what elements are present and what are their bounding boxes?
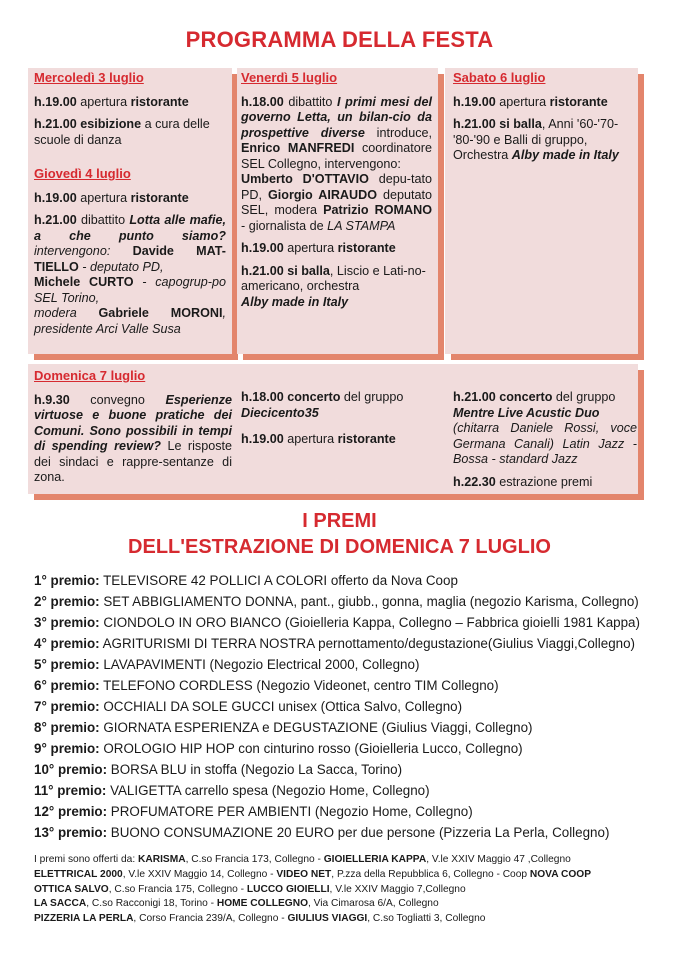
event-wed-2: h.21.00 esibizione a cura delle scuole di danza — [34, 117, 210, 147]
prize-item: 9° premio: OROLOGIO HIP HOP con cinturino rosso (Gioielleria Lucco, Collegno) — [34, 741, 523, 756]
col-wed-thu — [34, 70, 226, 344]
day-label-fri: Venerdì 5 luglio — [241, 70, 338, 85]
event-sun-1: h.9.30 convegno Esperienze virtuose e buone pratiche dei Comuni. Sono possibili in tempi di spending review? Le risposte dei sindaci e rappre-sentanze di zona. — [34, 392, 233, 484]
sponsors-block — [34, 853, 591, 927]
col-sat — [453, 70, 635, 171]
event-sun-2: h.18.00 concerto del gruppo Diecicento35 — [241, 390, 404, 420]
page-title: PROGRAMMA DELLA FESTA — [185, 27, 494, 52]
day-label-wed: Mercoledì 3 luglio — [34, 70, 144, 85]
prize-item: 7° premio: OCCHIALI DA SOLE GUCCI unisex (Ottica Salvo, Collegno) — [34, 699, 463, 714]
prize-item: 5° premio: LAVAPAVIMENTI (Negozio Electrical 2000, Collegno) — [34, 657, 420, 672]
event-thu-2: h.21.00 dibattito Lotta alle mafie, a che punto siamo? intervengono: Davide MAT-TIELLO - deputato PD, Michele CURTO - capogrup-po SEL Torino, modera Gabriele MORONI, presidente Arci Valle Susa — [34, 213, 226, 336]
col-sun-3 — [453, 390, 637, 497]
event-sun-4: h.21.00 concerto del gruppo Mentre Live Acustic Duo (chitarra Daniele Rossi, voce Germana Canali) Latin Jazz - Bossa - standard Jazz — [453, 390, 637, 466]
event-sat-1: h.19.00 apertura ristorante — [453, 94, 608, 109]
prize-item: 12° premio: PROFUMATORE PER AMBIENTI (Negozio Home, Collegno) — [34, 804, 473, 819]
event-sun-5: h.22.30 estrazione premi — [453, 474, 593, 489]
sponsors-line: OTTICA SALVO, C.so Francia 175, Collegno - LUCCO GIOIELLI, V.le XXIV Maggio 7,Collegno — [34, 883, 466, 895]
col-fri — [241, 70, 432, 317]
prize-item: 10° premio: BORSA BLU in stoffa (Negozio La Sacca, Torino) — [34, 762, 403, 777]
sponsors-line: ELETTRICAL 2000, V.le XXIV Maggio 14, Collegno - VIDEO NET, P.zza della Repubblica 6, Collegno - Coop NOVA COOP — [34, 868, 592, 880]
event-sun-3: h.19.00 apertura ristorante — [241, 432, 396, 446]
sponsors-line: LA SACCA, C.so Racconigi 18, Torino - HOME COLLEGNO, Via Cimarosa 6/A, Collegno — [34, 898, 439, 910]
event-fri-2: h.19.00 apertura ristorante — [241, 241, 396, 255]
prize-item: 4° premio: AGRITURISMI DI TERRA NOSTRA pernottamento/degustazione(Giulius Viaggi,Collegno) — [34, 636, 636, 651]
prizes-title-line1: I PREMI — [302, 510, 377, 532]
col-sun-1 — [34, 368, 232, 493]
prize-item: 1° premio: TELEVISORE 42 POLLICI A COLORI offerto da Nova Coop — [34, 573, 458, 588]
day-label-sat: Sabato 6 luglio — [453, 70, 546, 85]
event-wed-1: h.19.00 apertura ristorante — [34, 94, 189, 109]
prizes-title-line2: DELL'ESTRAZIONE DI DOMENICA 7 LUGLIO — [128, 536, 551, 558]
prize-item: 2° premio: SET ABBIGLIAMENTO DONNA, pant., giubb., gonna, maglia (negozio Karisma, Collegno) — [34, 594, 639, 609]
prizes-title — [0, 508, 679, 560]
day-label-thu: Giovedì 4 luglio — [34, 166, 131, 181]
event-sat-2: h.21.00 si balla, Anni '60-'70-'80-'90 e Balli di gruppo, Orchestra Alby made in Italy — [453, 117, 619, 162]
day-label-sun: Domenica 7 luglio — [34, 368, 146, 383]
sponsors-line: I premi sono offerti da: KARISMA, C.so Francia 173, Collegno - GIOIELLERIA KAPPA, V.le XXIV Maggio 47 ,Collegno — [34, 854, 571, 865]
event-fri-3: h.21.00 si balla, Liscio e Lati-no-americano, orchestra Alby made in Italy — [241, 263, 426, 309]
event-fri-1: h.18.00 dibattito I primi mesi del governo Letta, un bilan-cio da prospettive diverse introduce, Enrico MANFREDI coordinatore SEL Collegno, intervengono: Umberto D'OTTAVIO depu-tato PD, Giorgio AIRAUDO deputato SEL, modera Patrizio ROMANO - giornalista de LA STAMPA — [241, 94, 433, 233]
col-sun-2 — [241, 390, 436, 455]
prize-item: 11° premio: VALIGETTA carrello spesa (Negozio Home, Collegno) — [34, 783, 430, 798]
event-thu-1: h.19.00 apertura ristorante — [34, 190, 189, 205]
prize-item: 6° premio: TELEFONO CORDLESS (Negozio Videonet, centro TIM Collegno) — [34, 678, 499, 693]
sponsors-line: PIZZERIA LA PERLA, Corso Francia 239/A, Collegno - GIULIUS VIAGGI, C.so Togliatti 3, Collegno — [34, 913, 486, 925]
prize-item: 13° premio: BUONO CONSUMAZIONE 20 EURO per due persone (Pizzeria La Perla, Collegno) — [34, 825, 610, 840]
prize-item: 3° premio: CIONDOLO IN ORO BIANCO (Gioielleria Kappa, Collegno – Fabbrica gioielli 1981 Kappa) — [34, 615, 640, 630]
prize-item: 8° premio: GIORNATA ESPERIENZA e DEGUSTAZIONE (Giulius Viaggi, Collegno) — [34, 720, 533, 735]
